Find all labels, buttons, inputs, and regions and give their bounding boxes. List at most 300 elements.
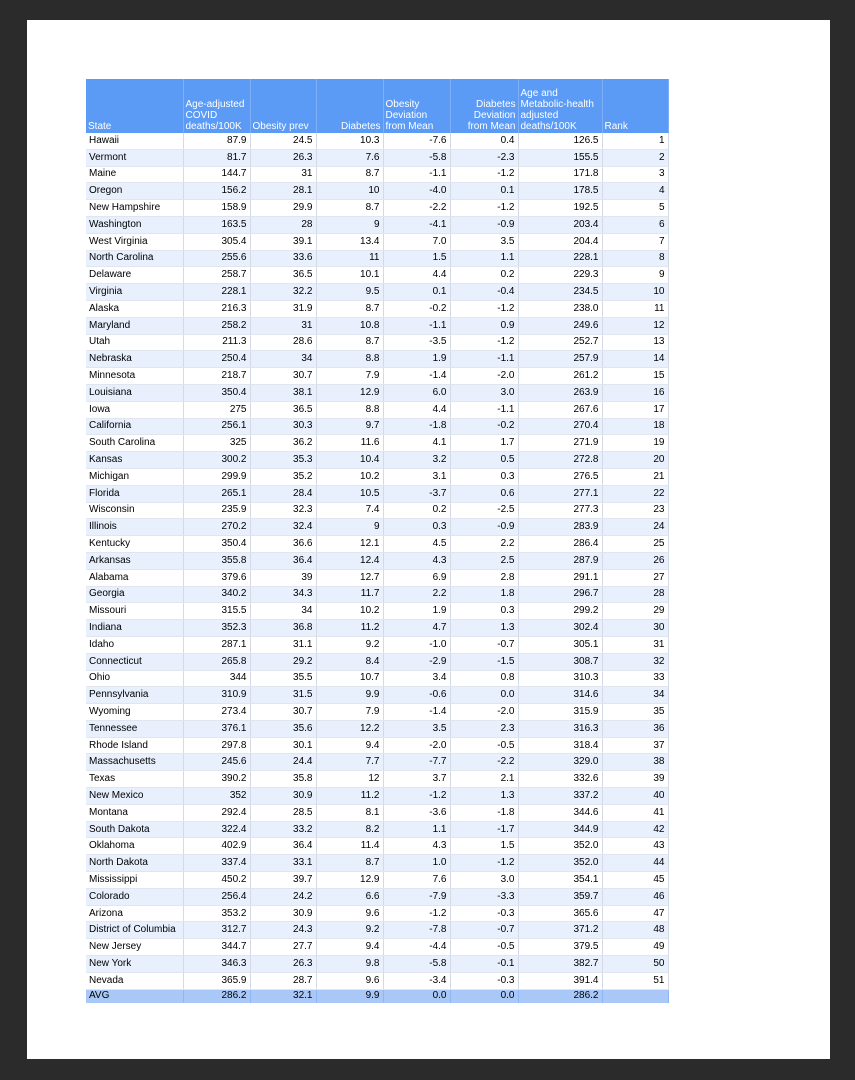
value-cell[interactable]: -1.4 xyxy=(383,368,450,385)
value-cell[interactable]: 9.2 xyxy=(316,922,383,939)
value-cell[interactable]: 10.1 xyxy=(316,267,383,284)
value-cell[interactable]: 0.1 xyxy=(383,284,450,301)
value-cell[interactable]: -4.4 xyxy=(383,939,450,956)
value-cell[interactable]: 15 xyxy=(602,368,668,385)
value-cell[interactable]: 11 xyxy=(316,250,383,267)
value-cell[interactable]: 33 xyxy=(602,670,668,687)
value-cell[interactable]: 8.7 xyxy=(316,166,383,183)
value-cell[interactable]: 28.7 xyxy=(250,972,316,989)
value-cell[interactable]: 270.2 xyxy=(183,519,250,536)
value-cell[interactable]: 37 xyxy=(602,737,668,754)
value-cell[interactable]: 238.0 xyxy=(518,300,602,317)
state-cell[interactable]: Nevada xyxy=(86,972,183,989)
value-cell[interactable]: 27 xyxy=(602,569,668,586)
value-cell[interactable]: 9.4 xyxy=(316,737,383,754)
value-cell[interactable]: 2.2 xyxy=(450,536,518,553)
value-cell[interactable]: -3.6 xyxy=(383,804,450,821)
value-cell[interactable]: 3.0 xyxy=(450,872,518,889)
value-cell[interactable]: 8.7 xyxy=(316,200,383,217)
value-cell[interactable]: 171.8 xyxy=(518,166,602,183)
state-cell[interactable]: Texas xyxy=(86,771,183,788)
value-cell[interactable]: 4.4 xyxy=(383,401,450,418)
value-cell[interactable]: 7.7 xyxy=(316,754,383,771)
value-cell[interactable]: 23 xyxy=(602,502,668,519)
value-cell[interactable]: 275 xyxy=(183,401,250,418)
value-cell[interactable]: 24.2 xyxy=(250,888,316,905)
value-cell[interactable]: 28 xyxy=(602,586,668,603)
value-cell[interactable]: 34 xyxy=(250,603,316,620)
value-cell[interactable]: 286.4 xyxy=(518,536,602,553)
state-cell[interactable]: Minnesota xyxy=(86,368,183,385)
value-cell[interactable]: 1.3 xyxy=(450,620,518,637)
state-cell[interactable]: Maryland xyxy=(86,317,183,334)
state-cell[interactable]: Utah xyxy=(86,334,183,351)
state-cell[interactable]: Kentucky xyxy=(86,536,183,553)
state-cell[interactable]: Florida xyxy=(86,485,183,502)
value-cell[interactable]: 28 xyxy=(250,216,316,233)
value-cell[interactable]: 229.3 xyxy=(518,267,602,284)
value-cell[interactable]: 308.7 xyxy=(518,653,602,670)
value-cell[interactable]: 4.7 xyxy=(383,620,450,637)
value-cell[interactable]: 7 xyxy=(602,233,668,250)
value-cell[interactable]: 211.3 xyxy=(183,334,250,351)
value-cell[interactable]: 45 xyxy=(602,872,668,889)
value-cell[interactable]: -1.2 xyxy=(383,788,450,805)
value-cell[interactable]: 28.1 xyxy=(250,183,316,200)
value-cell[interactable]: 1.9 xyxy=(383,351,450,368)
state-cell[interactable]: Montana xyxy=(86,804,183,821)
value-cell[interactable]: 228.1 xyxy=(183,284,250,301)
value-cell[interactable]: 228.1 xyxy=(518,250,602,267)
state-cell[interactable]: Nebraska xyxy=(86,351,183,368)
value-cell[interactable]: 322.4 xyxy=(183,821,250,838)
value-cell[interactable]: 29.9 xyxy=(250,200,316,217)
value-cell[interactable]: 28.6 xyxy=(250,334,316,351)
value-cell[interactable]: 0.5 xyxy=(450,452,518,469)
state-cell[interactable]: North Carolina xyxy=(86,250,183,267)
value-cell[interactable]: 12 xyxy=(602,317,668,334)
value-cell[interactable]: 8 xyxy=(602,250,668,267)
average-value-cell[interactable]: 32.1 xyxy=(250,989,316,1003)
value-cell[interactable]: 11.2 xyxy=(316,788,383,805)
value-cell[interactable]: 354.1 xyxy=(518,872,602,889)
value-cell[interactable]: 34 xyxy=(602,687,668,704)
state-cell[interactable]: Arkansas xyxy=(86,552,183,569)
value-cell[interactable]: 34 xyxy=(250,351,316,368)
value-cell[interactable]: -0.2 xyxy=(450,418,518,435)
value-cell[interactable]: 245.6 xyxy=(183,754,250,771)
value-cell[interactable]: 235.9 xyxy=(183,502,250,519)
value-cell[interactable]: -2.9 xyxy=(383,653,450,670)
value-cell[interactable]: 11 xyxy=(602,300,668,317)
value-cell[interactable]: 1.9 xyxy=(383,603,450,620)
value-cell[interactable]: -1.2 xyxy=(450,334,518,351)
value-cell[interactable]: 35.5 xyxy=(250,670,316,687)
value-cell[interactable]: 2.8 xyxy=(450,569,518,586)
value-cell[interactable]: 36.5 xyxy=(250,401,316,418)
value-cell[interactable]: 2.2 xyxy=(383,586,450,603)
value-cell[interactable]: 36.2 xyxy=(250,435,316,452)
value-cell[interactable]: 337.4 xyxy=(183,855,250,872)
value-cell[interactable]: 163.5 xyxy=(183,216,250,233)
value-cell[interactable]: 29 xyxy=(602,603,668,620)
value-cell[interactable]: -2.0 xyxy=(450,704,518,721)
value-cell[interactable]: -1.1 xyxy=(450,351,518,368)
value-cell[interactable]: 352.0 xyxy=(518,855,602,872)
value-cell[interactable]: 3.7 xyxy=(383,771,450,788)
value-cell[interactable]: -0.2 xyxy=(383,300,450,317)
value-cell[interactable]: -3.3 xyxy=(450,888,518,905)
value-cell[interactable]: 31.1 xyxy=(250,636,316,653)
value-cell[interactable]: 8.7 xyxy=(316,855,383,872)
state-cell[interactable]: Wyoming xyxy=(86,704,183,721)
value-cell[interactable]: 10 xyxy=(602,284,668,301)
value-cell[interactable]: -1.1 xyxy=(383,317,450,334)
value-cell[interactable]: 3.5 xyxy=(450,233,518,250)
value-cell[interactable]: 4.1 xyxy=(383,435,450,452)
state-cell[interactable]: New Jersey xyxy=(86,939,183,956)
value-cell[interactable]: 250.4 xyxy=(183,351,250,368)
value-cell[interactable]: -3.4 xyxy=(383,972,450,989)
value-cell[interactable]: 33.1 xyxy=(250,855,316,872)
value-cell[interactable]: 10.5 xyxy=(316,485,383,502)
value-cell[interactable]: 337.2 xyxy=(518,788,602,805)
value-cell[interactable]: 30.9 xyxy=(250,788,316,805)
value-cell[interactable]: -2.0 xyxy=(383,737,450,754)
value-cell[interactable]: 36.4 xyxy=(250,838,316,855)
value-cell[interactable]: 1.7 xyxy=(450,435,518,452)
state-cell[interactable]: Iowa xyxy=(86,401,183,418)
value-cell[interactable]: 8.1 xyxy=(316,804,383,821)
value-cell[interactable]: 51 xyxy=(602,972,668,989)
state-cell[interactable]: Missouri xyxy=(86,603,183,620)
value-cell[interactable]: 365.6 xyxy=(518,905,602,922)
value-cell[interactable]: 344.6 xyxy=(518,804,602,821)
value-cell[interactable]: 0.2 xyxy=(383,502,450,519)
state-cell[interactable]: New York xyxy=(86,956,183,973)
value-cell[interactable]: -5.8 xyxy=(383,149,450,166)
state-cell[interactable]: North Dakota xyxy=(86,855,183,872)
value-cell[interactable]: 344.9 xyxy=(518,821,602,838)
value-cell[interactable]: 14 xyxy=(602,351,668,368)
value-cell[interactable]: 47 xyxy=(602,905,668,922)
state-cell[interactable]: California xyxy=(86,418,183,435)
state-cell[interactable]: Connecticut xyxy=(86,653,183,670)
value-cell[interactable]: 1.1 xyxy=(450,250,518,267)
value-cell[interactable]: 344.7 xyxy=(183,939,250,956)
value-cell[interactable]: 35 xyxy=(602,704,668,721)
value-cell[interactable]: 365.9 xyxy=(183,972,250,989)
value-cell[interactable]: -3.5 xyxy=(383,334,450,351)
value-cell[interactable]: 316.3 xyxy=(518,720,602,737)
value-cell[interactable]: 355.8 xyxy=(183,552,250,569)
value-cell[interactable]: 450.2 xyxy=(183,872,250,889)
value-cell[interactable]: 4.3 xyxy=(383,552,450,569)
state-cell[interactable]: Maine xyxy=(86,166,183,183)
value-cell[interactable]: 1.5 xyxy=(450,838,518,855)
value-cell[interactable]: 32.3 xyxy=(250,502,316,519)
value-cell[interactable]: 20 xyxy=(602,452,668,469)
value-cell[interactable]: 48 xyxy=(602,922,668,939)
value-cell[interactable]: 25 xyxy=(602,536,668,553)
value-cell[interactable]: -1.0 xyxy=(383,636,450,653)
value-cell[interactable]: 30.7 xyxy=(250,704,316,721)
state-cell[interactable]: Oklahoma xyxy=(86,838,183,855)
value-cell[interactable]: 11.2 xyxy=(316,620,383,637)
value-cell[interactable]: 9 xyxy=(602,267,668,284)
state-cell[interactable]: Colorado xyxy=(86,888,183,905)
value-cell[interactable]: 11.7 xyxy=(316,586,383,603)
state-cell[interactable]: Wisconsin xyxy=(86,502,183,519)
state-cell[interactable]: New Mexico xyxy=(86,788,183,805)
value-cell[interactable]: 40 xyxy=(602,788,668,805)
value-cell[interactable]: 314.6 xyxy=(518,687,602,704)
value-cell[interactable]: 7.6 xyxy=(383,872,450,889)
value-cell[interactable]: 42 xyxy=(602,821,668,838)
value-cell[interactable]: 10.2 xyxy=(316,468,383,485)
value-cell[interactable]: 352 xyxy=(183,788,250,805)
state-cell[interactable]: New Hampshire xyxy=(86,200,183,217)
value-cell[interactable]: 0.6 xyxy=(450,485,518,502)
value-cell[interactable]: 390.2 xyxy=(183,771,250,788)
value-cell[interactable]: 31.9 xyxy=(250,300,316,317)
column-header[interactable]: Age-adjusted COVID deaths/100K xyxy=(183,79,250,133)
value-cell[interactable]: 352.0 xyxy=(518,838,602,855)
value-cell[interactable]: 27.7 xyxy=(250,939,316,956)
value-cell[interactable]: -2.5 xyxy=(450,502,518,519)
value-cell[interactable]: 3.2 xyxy=(383,452,450,469)
value-cell[interactable]: -7.9 xyxy=(383,888,450,905)
value-cell[interactable]: 6.6 xyxy=(316,888,383,905)
value-cell[interactable]: 1.8 xyxy=(450,586,518,603)
value-cell[interactable]: -2.0 xyxy=(450,368,518,385)
value-cell[interactable]: -7.6 xyxy=(383,133,450,149)
value-cell[interactable]: 353.2 xyxy=(183,905,250,922)
value-cell[interactable]: -0.1 xyxy=(450,956,518,973)
value-cell[interactable]: 391.4 xyxy=(518,972,602,989)
value-cell[interactable]: -2.3 xyxy=(450,149,518,166)
value-cell[interactable]: 12.2 xyxy=(316,720,383,737)
value-cell[interactable]: 10 xyxy=(316,183,383,200)
value-cell[interactable]: 371.2 xyxy=(518,922,602,939)
state-cell[interactable]: South Carolina xyxy=(86,435,183,452)
value-cell[interactable]: 1.0 xyxy=(383,855,450,872)
value-cell[interactable]: 296.7 xyxy=(518,586,602,603)
value-cell[interactable]: 0.8 xyxy=(450,670,518,687)
average-value-cell[interactable]: 286.2 xyxy=(518,989,602,1003)
state-cell[interactable]: West Virginia xyxy=(86,233,183,250)
value-cell[interactable]: 277.3 xyxy=(518,502,602,519)
value-cell[interactable]: 12.9 xyxy=(316,384,383,401)
state-cell[interactable]: Vermont xyxy=(86,149,183,166)
value-cell[interactable]: 10.7 xyxy=(316,670,383,687)
value-cell[interactable]: 32.4 xyxy=(250,519,316,536)
value-cell[interactable]: 265.8 xyxy=(183,653,250,670)
value-cell[interactable]: 350.4 xyxy=(183,536,250,553)
state-cell[interactable]: Oregon xyxy=(86,183,183,200)
value-cell[interactable]: 24 xyxy=(602,519,668,536)
value-cell[interactable]: 3.4 xyxy=(383,670,450,687)
value-cell[interactable]: -0.7 xyxy=(450,922,518,939)
value-cell[interactable]: 36 xyxy=(602,720,668,737)
column-header[interactable]: State xyxy=(86,79,183,133)
value-cell[interactable]: 272.8 xyxy=(518,452,602,469)
value-cell[interactable]: 3.1 xyxy=(383,468,450,485)
value-cell[interactable]: 7.6 xyxy=(316,149,383,166)
value-cell[interactable]: 7.4 xyxy=(316,502,383,519)
value-cell[interactable]: 0.9 xyxy=(450,317,518,334)
value-cell[interactable]: 340.2 xyxy=(183,586,250,603)
value-cell[interactable]: 19 xyxy=(602,435,668,452)
value-cell[interactable]: 2.5 xyxy=(450,552,518,569)
value-cell[interactable]: 9.7 xyxy=(316,418,383,435)
value-cell[interactable]: 379.5 xyxy=(518,939,602,956)
value-cell[interactable]: 9 xyxy=(316,216,383,233)
value-cell[interactable]: 30.7 xyxy=(250,368,316,385)
value-cell[interactable]: 24.5 xyxy=(250,133,316,149)
value-cell[interactable]: -1.1 xyxy=(383,166,450,183)
value-cell[interactable]: -0.9 xyxy=(450,216,518,233)
value-cell[interactable]: 126.5 xyxy=(518,133,602,149)
value-cell[interactable]: 144.7 xyxy=(183,166,250,183)
value-cell[interactable]: -0.4 xyxy=(450,284,518,301)
value-cell[interactable]: 26.3 xyxy=(250,149,316,166)
value-cell[interactable]: 8.7 xyxy=(316,300,383,317)
value-cell[interactable]: 34.3 xyxy=(250,586,316,603)
value-cell[interactable]: -0.7 xyxy=(450,636,518,653)
state-cell[interactable]: Pennsylvania xyxy=(86,687,183,704)
value-cell[interactable]: -1.2 xyxy=(450,300,518,317)
value-cell[interactable]: -1.2 xyxy=(450,166,518,183)
value-cell[interactable]: 359.7 xyxy=(518,888,602,905)
value-cell[interactable]: -1.5 xyxy=(450,653,518,670)
column-header[interactable]: Age and Metabolic-health adjusted deaths/100K xyxy=(518,79,602,133)
average-value-cell[interactable] xyxy=(602,989,668,1003)
value-cell[interactable]: -0.6 xyxy=(383,687,450,704)
value-cell[interactable]: 310.9 xyxy=(183,687,250,704)
value-cell[interactable]: 30 xyxy=(602,620,668,637)
state-cell[interactable]: Virginia xyxy=(86,284,183,301)
value-cell[interactable]: 17 xyxy=(602,401,668,418)
value-cell[interactable]: 255.6 xyxy=(183,250,250,267)
value-cell[interactable]: 31.5 xyxy=(250,687,316,704)
state-cell[interactable]: Illinois xyxy=(86,519,183,536)
value-cell[interactable]: 315.5 xyxy=(183,603,250,620)
value-cell[interactable]: 291.1 xyxy=(518,569,602,586)
value-cell[interactable]: 13 xyxy=(602,334,668,351)
value-cell[interactable]: 1.5 xyxy=(383,250,450,267)
value-cell[interactable]: -1.7 xyxy=(450,821,518,838)
state-cell[interactable]: Rhode Island xyxy=(86,737,183,754)
value-cell[interactable]: 402.9 xyxy=(183,838,250,855)
value-cell[interactable]: 271.9 xyxy=(518,435,602,452)
value-cell[interactable]: 36.8 xyxy=(250,620,316,637)
value-cell[interactable]: 2.3 xyxy=(450,720,518,737)
value-cell[interactable]: 39 xyxy=(250,569,316,586)
average-value-cell[interactable]: 9.9 xyxy=(316,989,383,1003)
value-cell[interactable]: -0.3 xyxy=(450,905,518,922)
value-cell[interactable]: 10.3 xyxy=(316,133,383,149)
value-cell[interactable]: 258.7 xyxy=(183,267,250,284)
value-cell[interactable]: 12 xyxy=(316,771,383,788)
value-cell[interactable]: 36.6 xyxy=(250,536,316,553)
value-cell[interactable]: 283.9 xyxy=(518,519,602,536)
value-cell[interactable]: 35.8 xyxy=(250,771,316,788)
value-cell[interactable]: 35.2 xyxy=(250,468,316,485)
value-cell[interactable]: 6.0 xyxy=(383,384,450,401)
value-cell[interactable]: 265.1 xyxy=(183,485,250,502)
average-value-cell[interactable]: 0.0 xyxy=(383,989,450,1003)
value-cell[interactable]: 299.9 xyxy=(183,468,250,485)
value-cell[interactable]: 36.5 xyxy=(250,267,316,284)
state-cell[interactable]: Alaska xyxy=(86,300,183,317)
value-cell[interactable]: 0.2 xyxy=(450,267,518,284)
value-cell[interactable]: 218.7 xyxy=(183,368,250,385)
value-cell[interactable]: 256.4 xyxy=(183,888,250,905)
value-cell[interactable]: 12.7 xyxy=(316,569,383,586)
value-cell[interactable]: 6.9 xyxy=(383,569,450,586)
value-cell[interactable]: 30.9 xyxy=(250,905,316,922)
value-cell[interactable]: 3.0 xyxy=(450,384,518,401)
value-cell[interactable]: 3 xyxy=(602,166,668,183)
value-cell[interactable]: 49 xyxy=(602,939,668,956)
value-cell[interactable]: 155.5 xyxy=(518,149,602,166)
value-cell[interactable]: 44 xyxy=(602,855,668,872)
value-cell[interactable]: 31 xyxy=(250,166,316,183)
value-cell[interactable]: 273.4 xyxy=(183,704,250,721)
column-header[interactable]: Diabetes Deviation from Mean xyxy=(450,79,518,133)
value-cell[interactable]: 332.6 xyxy=(518,771,602,788)
value-cell[interactable]: 8.8 xyxy=(316,351,383,368)
value-cell[interactable]: 382.7 xyxy=(518,956,602,973)
value-cell[interactable]: 81.7 xyxy=(183,149,250,166)
value-cell[interactable]: 376.1 xyxy=(183,720,250,737)
average-value-cell[interactable]: 0.0 xyxy=(450,989,518,1003)
value-cell[interactable]: 16 xyxy=(602,384,668,401)
value-cell[interactable]: 297.8 xyxy=(183,737,250,754)
value-cell[interactable]: 33.6 xyxy=(250,250,316,267)
value-cell[interactable]: 5 xyxy=(602,200,668,217)
value-cell[interactable]: 305.1 xyxy=(518,636,602,653)
value-cell[interactable]: -4.0 xyxy=(383,183,450,200)
value-cell[interactable]: 256.1 xyxy=(183,418,250,435)
value-cell[interactable]: 26 xyxy=(602,552,668,569)
state-cell[interactable]: Ohio xyxy=(86,670,183,687)
value-cell[interactable]: 270.4 xyxy=(518,418,602,435)
value-cell[interactable]: 33.2 xyxy=(250,821,316,838)
value-cell[interactable]: 0.0 xyxy=(450,687,518,704)
value-cell[interactable]: 204.4 xyxy=(518,233,602,250)
column-header[interactable]: Diabetes xyxy=(316,79,383,133)
value-cell[interactable]: 263.9 xyxy=(518,384,602,401)
state-cell[interactable]: Alabama xyxy=(86,569,183,586)
value-cell[interactable]: 8.4 xyxy=(316,653,383,670)
average-label-cell[interactable]: AVG xyxy=(86,989,183,1003)
column-header[interactable]: Obesity prev xyxy=(250,79,316,133)
value-cell[interactable]: 7.0 xyxy=(383,233,450,250)
value-cell[interactable]: 192.5 xyxy=(518,200,602,217)
value-cell[interactable]: -4.1 xyxy=(383,216,450,233)
state-cell[interactable]: Kansas xyxy=(86,452,183,469)
value-cell[interactable]: 299.2 xyxy=(518,603,602,620)
value-cell[interactable]: 252.7 xyxy=(518,334,602,351)
value-cell[interactable]: 344 xyxy=(183,670,250,687)
state-cell[interactable]: Arizona xyxy=(86,905,183,922)
value-cell[interactable]: -1.2 xyxy=(383,905,450,922)
value-cell[interactable]: 9.9 xyxy=(316,687,383,704)
value-cell[interactable]: 12.9 xyxy=(316,872,383,889)
value-cell[interactable]: 31 xyxy=(602,636,668,653)
